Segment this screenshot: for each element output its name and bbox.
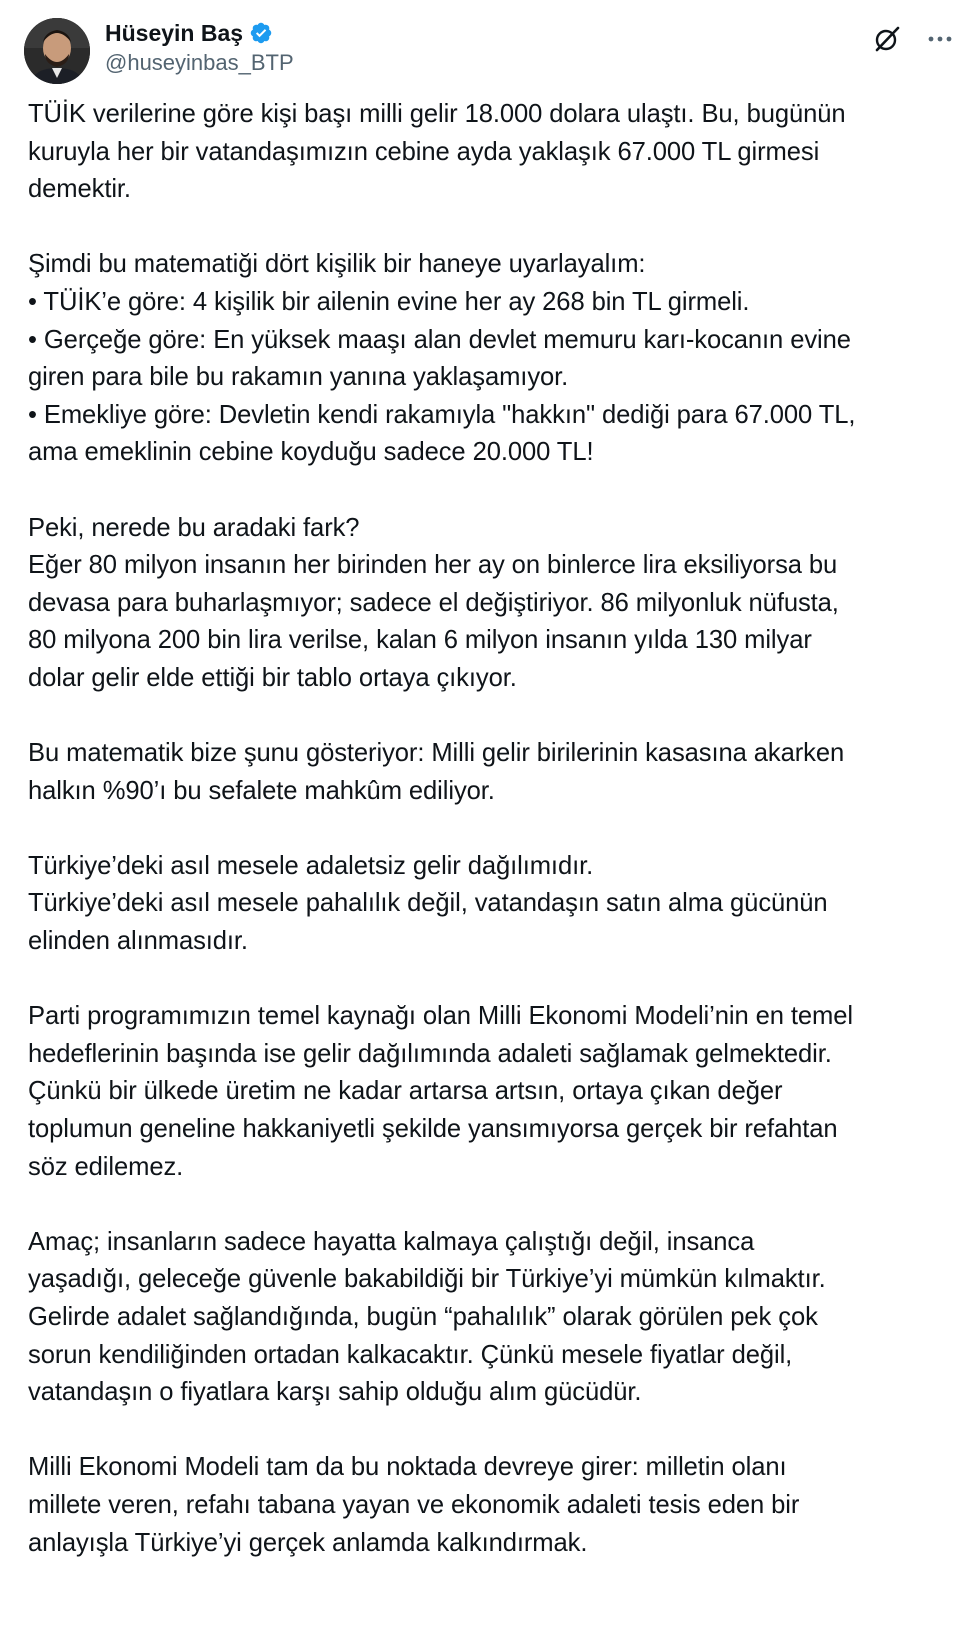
tweet-text-line: vatandaşın o fiyatlara karşı sahip olduğu alım gücüdür. <box>28 1378 642 1407</box>
avatar-image <box>24 18 90 84</box>
tweet-text-line: Türkiye’deki asıl mesele adaletsiz gelir dağılımıdır. <box>28 851 594 880</box>
tweet-text-line: TÜİK verilerine göre kişi başı milli gelir 18.000 dolara ulaştı. Bu, bugünün <box>28 100 846 128</box>
tweet-text-line: Amaç; insanların sadece hayatta kalmaya çalıştığı değil, insanca <box>28 1227 755 1256</box>
header-actions <box>872 24 954 54</box>
tweet-text-line: halkın %90’ı bu sefalete mahkûm ediliyor. <box>28 776 495 805</box>
tweet-paragraph <box>28 510 958 698</box>
tweet-text-line: Gelirde adalet sağlandığında, bugün “pahalılık” olarak görülen pek çok <box>28 1303 818 1331</box>
name-row <box>105 18 294 48</box>
tweet-text-line: dolar gelir elde ettiği bir tablo ortaya çıkıyor. <box>28 663 517 692</box>
tweet-text-line: devasa para buharlaşmıyor; sadece el değiştiriyor. 86 milyonluk nüfusta, <box>28 588 839 617</box>
tweet-text-line: kuruyla her bir vatandaşımızın cebine ayda yaklaşık 67.000 TL girmesi <box>28 137 820 166</box>
tweet-text-line: • Emekliye göre: Devletin kendi rakamıyla "hakkın" dediği para 67.000 TL, <box>28 400 856 429</box>
tweet-text-line: yaşadığı, geleceğe güvenle bakabildiği bir Türkiye’yi mümkün kılmaktır. <box>28 1265 826 1294</box>
tweet-text-line: Çünkü bir ülkede üretim ne kadar artarsa artsın, ortaya çıkan değer <box>28 1077 783 1106</box>
tweet-text-line: ama emeklinin cebine koyduğu sadece 20.000 TL! <box>28 438 594 467</box>
tweet-text-line: • TÜİK’e göre: 4 kişilik bir ailenin evine her ay 268 bin TL girmeli. <box>28 287 750 316</box>
tweet-text-line: millete veren, refahı tabana yayan ve ekonomik adaleti tesis eden bir <box>28 1490 800 1519</box>
avatar[interactable] <box>24 18 90 84</box>
tweet-paragraph <box>28 998 958 1186</box>
author-block <box>105 18 294 76</box>
tweet-text-line: anlayışla Türkiye’yi gerçek anlamda kalkındırmak. <box>28 1528 588 1557</box>
display-name[interactable]: Hüseyin Baş <box>105 19 244 46</box>
tweet-text-line: • Gerçeğe göre: En yüksek maaşı alan devlet memuru karı-kocanın evine <box>28 325 851 354</box>
tweet-header <box>24 10 954 80</box>
tweet-text-line: sorun kendiliğinden ortadan kalkacaktır. Çünkü mesele fiyatlar değil, <box>28 1340 793 1369</box>
tweet-paragraph <box>28 1224 958 1412</box>
tweet-text-line: toplumun geneline hakkaniyetli şekilde yansımıyorsa gerçek bir refahtan <box>28 1115 838 1144</box>
tweet-text-line: giren para bile bu rakamın yanına yaklaşamıyor. <box>28 363 569 392</box>
tweet-text-line: elinden alınmasıdır. <box>28 927 248 956</box>
tweet-text-line: Eğer 80 milyon insanın her birinden her ay on binlerce lira eksiliyorsa bu <box>28 551 838 580</box>
user-handle[interactable]: @huseyinbas_BTP <box>105 50 294 75</box>
tweet-text <box>28 96 958 1600</box>
tweet-text-line: hedeflerinin başında ise gelir dağılımında adaleti sağlamak gelmektedir. <box>28 1039 832 1068</box>
tweet-text-line: Parti programımızın temel kaynağı olan Milli Ekonomi Modeli’nin en temel <box>28 1002 853 1031</box>
tweet-paragraph <box>28 1449 958 1562</box>
tweet-paragraph <box>28 246 958 472</box>
tweet-text-line: Milli Ekonomi Modeli tam da bu noktada devreye girer: milletin olanı <box>28 1453 787 1482</box>
tweet-text-line: 80 milyona 200 bin lira verilse, kalan 6 milyon insanın yılda 130 milyar <box>28 626 812 655</box>
more-horizontal-icon[interactable] <box>926 25 954 53</box>
tweet-text-line: Şimdi bu matematiği dört kişilik bir haneye uyarlayalım: <box>28 250 646 279</box>
tweet-text-line: Peki, nerede bu aradaki fark? <box>28 513 360 542</box>
verified-badge-icon <box>249 21 273 45</box>
tweet-paragraph <box>28 96 958 209</box>
tweet-text-line: demektir. <box>28 175 131 204</box>
tweet-paragraph <box>28 735 958 810</box>
grok-icon[interactable] <box>872 24 902 54</box>
tweet-text-line: Bu matematik bize şunu gösteriyor: Milli gelir birilerinin kasasına akarken <box>28 739 845 768</box>
tweet-text-line: söz edilemez. <box>28 1152 184 1181</box>
tweet-text-line: Türkiye’deki asıl mesele pahalılık değil, vatandaşın satın alma gücünün <box>28 889 828 918</box>
tweet-paragraph <box>28 848 958 961</box>
